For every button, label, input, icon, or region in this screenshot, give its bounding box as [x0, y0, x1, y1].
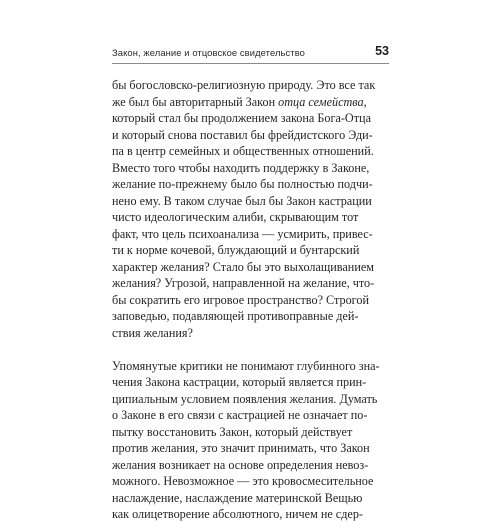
text-line: ципиальным условием появления желания. Думать [112, 391, 378, 406]
text-line: желание по-прежнему было бы полностью подчи- [112, 177, 373, 191]
page-number: 53 [375, 44, 389, 58]
text-line: против желания, это значит принимать, что Закон [112, 441, 370, 455]
paragraph-1 [112, 77, 389, 341]
text-line: Вместо того чтобы находить поддержку в Законе, [112, 160, 370, 175]
text-line: чения Закона кастрации, который является прин- [112, 375, 367, 389]
text-line: Упомянутые критики не понимают глубинного зна- [112, 358, 380, 373]
text-line: желания возникает на основе определения невоз- [112, 457, 369, 472]
text-line: факт, что цель психоанализа — усмирить, привес- [112, 226, 373, 241]
text-line: бы богословско-религиозную природу. Это все так [112, 78, 376, 92]
text-line: чисто идеологическим алиби, скрывающим тот [112, 210, 359, 224]
text-line: нено ему. В таком случае был бы Закон кастрации [112, 193, 372, 208]
paragraph-2 [112, 358, 389, 523]
text-line: можного. Невозможное — это кровосмесительное [112, 474, 374, 488]
header-divider [112, 63, 389, 64]
text-line: желания? Угрозой, направленной на желание, что- [112, 276, 375, 290]
text-line: ствия желания? [112, 325, 193, 340]
text-line: па в центр семейных и общественных отношений. [112, 144, 374, 158]
body-text [112, 77, 389, 523]
text-line: ти к норме кочевой, блуждающий и бунтарский [112, 243, 360, 257]
text-line: наслаждение, наслаждение материнской Вещью [112, 490, 363, 505]
text-line: бы сократить его игровое пространство? Строгой [112, 292, 369, 307]
text-line: о Законе в его связи с кастрацией не означает по- [112, 408, 368, 422]
text-line: же был бы авторитарный Закон отца семейства, [112, 94, 367, 109]
text-line: пытку восстановить Закон, который действует [112, 424, 353, 439]
text-line: который стал бы продолжением закона Бога-Отца [112, 111, 371, 125]
text-line: как олицетворение абсолютного, ничем не сдер- [112, 507, 363, 521]
text-line: характер желания? Стало бы это выхолащиванием [112, 259, 374, 274]
text-line: и который снова поставил бы фрейдистского Эди- [112, 127, 373, 142]
running-title: Закон, желание и отцовское свидетельство [112, 47, 305, 58]
text-line: заповедью, подавляющей противоправные дей- [112, 309, 359, 323]
